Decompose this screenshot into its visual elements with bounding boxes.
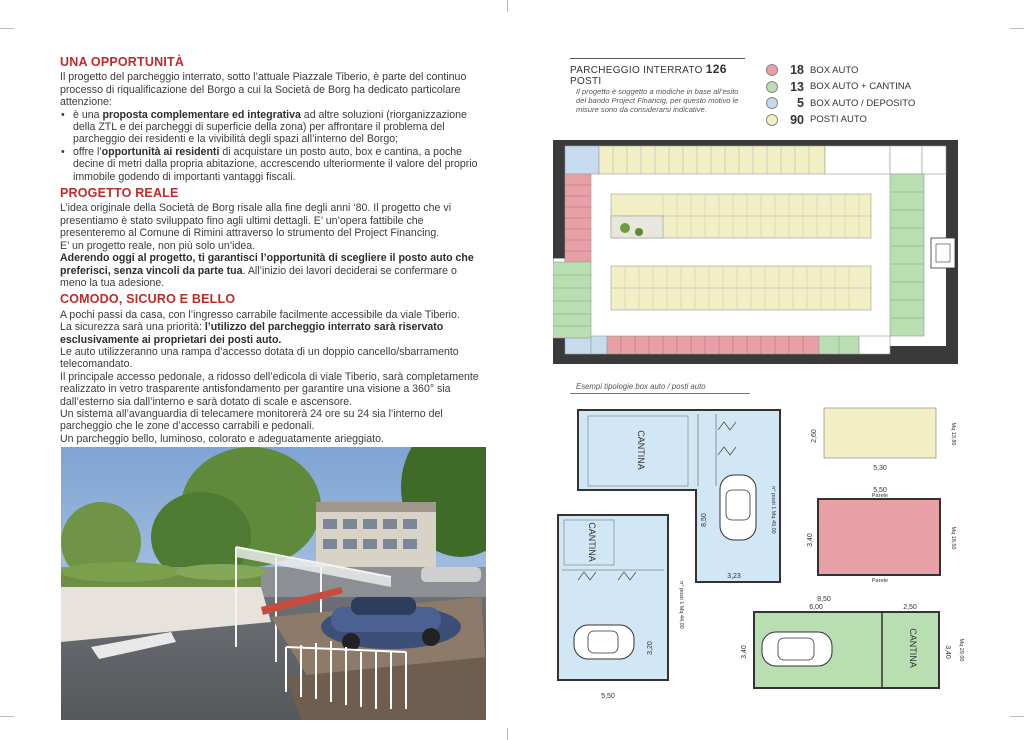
crop-mark xyxy=(0,716,14,717)
crop-mark xyxy=(0,28,14,29)
heading-progetto-reale: PROGETTO REALE xyxy=(60,186,179,201)
list-item: • offre l’opportunità ai residenti di acquistare un posto auto, box e cantina, a poche decine di metri dalla propria abitazione, accrescendo ulteriormente il valore del proprio immobile godendo di importanti vantaggi fiscali. xyxy=(60,146,486,183)
svg-text:8,50: 8,50 xyxy=(701,513,708,527)
svg-text:n° posti 1 Mq 44,00: n° posti 1 Mq 44,00 xyxy=(678,581,684,629)
legend-item-box-cantina: 13 BOX AUTO + CANTINA xyxy=(766,79,966,96)
svg-text:3,20: 3,20 xyxy=(647,641,654,655)
example-box-cantina-medium xyxy=(558,515,684,700)
heading-opportunita: UNA OPPORTUNITÀ xyxy=(60,55,185,69)
svg-text:3,40: 3,40 xyxy=(944,645,951,659)
svg-text:5,30: 5,30 xyxy=(873,465,887,472)
paragraph: Un sistema all’avanguardia di telecamere monitorerà 24 ore su 24 sia l’interno del parcheggio che le zone d’accesso carrabili e pedonali. xyxy=(60,407,443,433)
section-comodo xyxy=(60,293,486,445)
legend-item-box-auto: 18 BOX AUTO xyxy=(766,62,966,79)
caption-underline xyxy=(570,393,750,394)
crop-mark xyxy=(1010,28,1024,29)
svg-text:CANTINA: CANTINA xyxy=(908,628,918,668)
svg-text:n° posti 1 Mq 49,00: n° posti 1 Mq 49,00 xyxy=(770,486,776,534)
plan-title: PARCHEGGIO INTERRATO 126 POSTI xyxy=(570,58,745,87)
crop-mark xyxy=(1010,716,1024,717)
svg-text:5,50: 5,50 xyxy=(601,693,615,700)
paragraph: E’ un progetto reale, non più solo un’idea. xyxy=(60,239,256,252)
parking-floor-plan xyxy=(553,140,958,364)
section-opportunita xyxy=(60,56,486,183)
paragraph: A pochi passi da casa, con l’ingresso carrabile facilmente accessibile da viale Tiberio. xyxy=(60,308,460,321)
svg-text:Mq 18,50: Mq 18,50 xyxy=(950,526,956,550)
svg-text:Parete: Parete xyxy=(871,578,889,584)
legend-item-posti-auto: 90 POSTI AUTO xyxy=(766,112,966,129)
heading-comodo: COMODO, SICURO E BELLO xyxy=(60,292,236,307)
svg-text:3,40: 3,40 xyxy=(807,533,814,547)
svg-text:2,60: 2,60 xyxy=(811,429,818,443)
crop-mark xyxy=(507,0,508,12)
paragraph: Le auto utilizzeranno una rampa d’accesso dotata di un doppio cancello/sbarramento telecomandato. xyxy=(60,345,459,371)
paragraph: Un parcheggio bello, luminoso, colorato e adeguatamente arieggiato. xyxy=(60,432,384,445)
example-posto-auto xyxy=(811,408,956,472)
svg-text:5,50: 5,50 xyxy=(873,487,887,494)
svg-text:CANTINA: CANTINA xyxy=(636,430,646,470)
legend-item-box-deposito: 5 BOX AUTO / DEPOSITO xyxy=(766,95,966,112)
svg-text:3,40: 3,40 xyxy=(741,645,748,659)
examples-caption: Esempi tipologie box auto / posti auto xyxy=(576,382,706,391)
paragraph: Il principale accesso pedonale, a ridosso dell’edicola di viale Tiberio, sarà completamente realizzato in vetro trasparente antisfondamento per garantire una visione a 360° sia dall’esterno sia dall’interno e sarà dotato di scale e ascensore. xyxy=(60,370,479,408)
box-typology-examples xyxy=(548,400,973,705)
svg-text:8,50: 8,50 xyxy=(817,596,831,603)
example-box-auto-cantina xyxy=(741,596,964,688)
svg-text:6,00: 6,00 xyxy=(809,604,823,611)
render-illustration xyxy=(61,447,486,720)
left-text-column xyxy=(60,56,486,449)
example-box-auto xyxy=(807,487,956,584)
car-outline xyxy=(720,475,756,540)
opportunita-list xyxy=(60,109,486,183)
crop-mark xyxy=(507,728,508,740)
section-progetto-reale xyxy=(60,187,486,289)
svg-text:Mq 29,00: Mq 29,00 xyxy=(958,638,964,662)
plan-legend xyxy=(766,62,966,128)
svg-text:CANTINA: CANTINA xyxy=(587,522,597,562)
legend-swatch xyxy=(766,64,778,76)
plan-note: Il progetto è soggetto a modiche in base all’esito del bando Project Financig, per questo motivo le misure sono da considerarsi indicative. xyxy=(576,87,739,114)
svg-text:Mq 13,80: Mq 13,80 xyxy=(950,422,956,446)
svg-text:3,23: 3,23 xyxy=(727,573,741,580)
intro-paragraph: Il progetto del parcheggio interrato, sotto l’attuale Piazzale Tiberio, è parte del continuo processo di riqualificazione del Borgo a cui la Società de Borg ha dedicato particolare attenzione: xyxy=(60,71,467,109)
legend-swatch xyxy=(766,97,778,109)
parking-entrance-render xyxy=(61,447,486,720)
list-item: • è una proposta complementare ed integrativa ad altre soluzioni (riorganizzazione della ZTL e dei parcheggi di superficie della zona) per affrontare il problema del parcheggio dei residenti e la vivibilità degli spazi all’interno del Borgo; xyxy=(60,109,486,146)
svg-text:2,50: 2,50 xyxy=(903,604,917,611)
paragraph: L’idea originale della Società de Borg risale alla fine degli anni ‘80. Il progetto che vi presentiamo è stato sviluppato fino agli ultimi dettagli. E’ un’opera fattibile che presenteremo al Comune di Rimini attraverso lo strumento del Project Financing. xyxy=(60,202,452,240)
paragraph: La sicurezza sarà una priorità: l’utilizzo del parcheggio interrato sarà riservato esclusivamente ai proprietari dei posti auto. xyxy=(60,321,444,346)
paragraph: Aderendo oggi al progetto, ti garantisci l’opportunità di scegliere il posto auto che preferisci, senza vincoli da parte tua. All’inizio dei lavori deciderai se confermare o meno la tua adesione. xyxy=(60,252,474,289)
legend-swatch xyxy=(766,114,778,126)
svg-text:Parete: Parete xyxy=(871,493,889,499)
legend-swatch xyxy=(766,81,778,93)
